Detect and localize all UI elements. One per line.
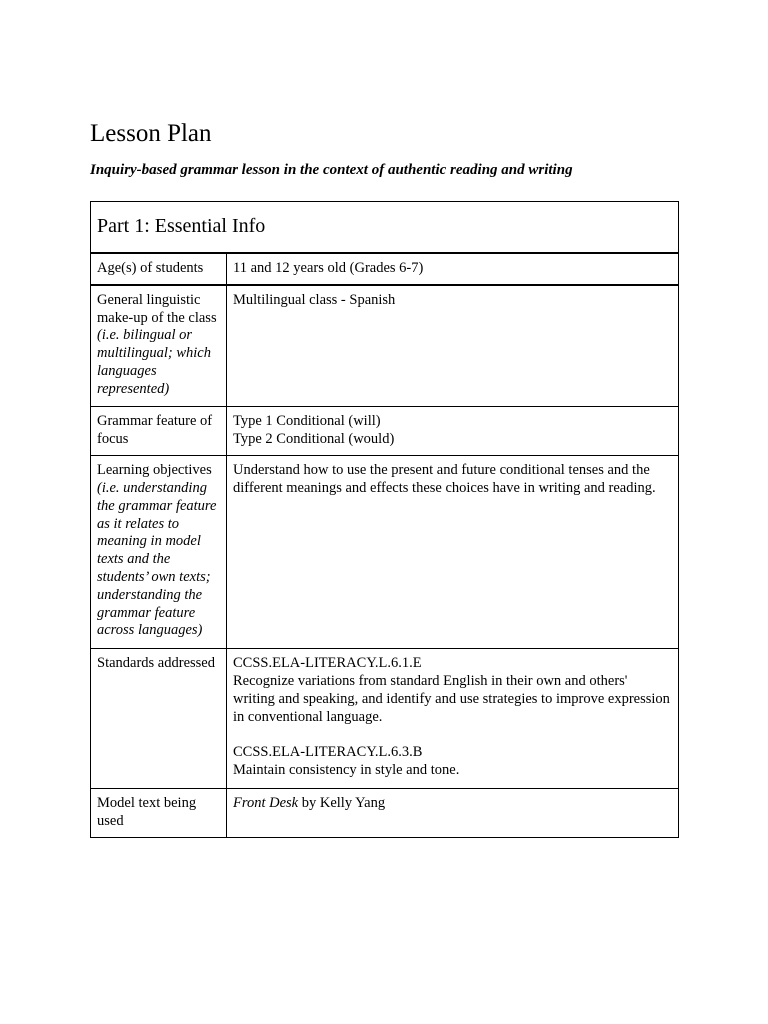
table-row-grammar [91, 407, 679, 456]
age-label: Age(s) of students [91, 253, 227, 285]
grammar-label: Grammar feature of focus [91, 407, 227, 456]
linguistic-label: General linguistic make-up of the class [97, 291, 217, 326]
grammar-value-cell [227, 407, 679, 456]
section-heading: Part 1: Essential Info [91, 202, 679, 254]
model-text-book-title: Front Desk [233, 795, 299, 812]
table-row-model-text [91, 789, 679, 838]
paragraph-gap [233, 726, 672, 744]
grammar-value-line2: Type 2 Conditional (would) [233, 431, 395, 448]
model-text-byline: by Kelly Yang [298, 795, 386, 812]
age-value: 11 and 12 years old (Grades 6-7) [227, 253, 679, 285]
standards-label: Standards addressed [91, 649, 227, 789]
objectives-label-cell [91, 456, 227, 649]
table-row-age [91, 253, 679, 285]
page-subtitle: Inquiry-based grammar lesson in the context of authentic reading and writing [90, 162, 573, 178]
linguistic-value: Multilingual class - Spanish [227, 285, 679, 407]
standard-2-code: CCSS.ELA-LITERACY.L.6.3.B [233, 744, 423, 761]
standard-1-code: CCSS.ELA-LITERACY.L.6.1.E [233, 655, 422, 672]
lesson-plan-table [90, 201, 679, 838]
page-title: Lesson Plan [90, 120, 212, 147]
grammar-value-line1: Type 1 Conditional (will) [233, 413, 381, 430]
model-text-value-cell [227, 789, 679, 838]
standards-value-cell [227, 649, 679, 789]
objectives-value: Understand how to use the present and future conditional tenses and the different meanings and effects these choices have in writing and reading. [227, 456, 679, 649]
table-row-linguistic [91, 285, 679, 407]
standard-2-text: Maintain consistency in style and tone. [233, 762, 460, 779]
table-row-objectives [91, 456, 679, 649]
model-text-label: Model text being used [91, 789, 227, 838]
table-row-standards [91, 649, 679, 789]
standard-1-text: Recognize variations from standard English in their own and others' writing and speaking, and identify and use strategies to improve expression in conventional language. [233, 673, 670, 725]
linguistic-label-note: (i.e. bilingual or multilingual; which languages represented) [97, 327, 211, 397]
table-section-header-row [91, 202, 679, 254]
objectives-label-note: (i.e. understanding the grammar feature as it relates to meaning in model texts and the students’ own texts; understanding the grammar feature across languages) [97, 480, 217, 639]
linguistic-label-cell [91, 285, 227, 407]
objectives-label: Learning objectives [97, 462, 212, 479]
